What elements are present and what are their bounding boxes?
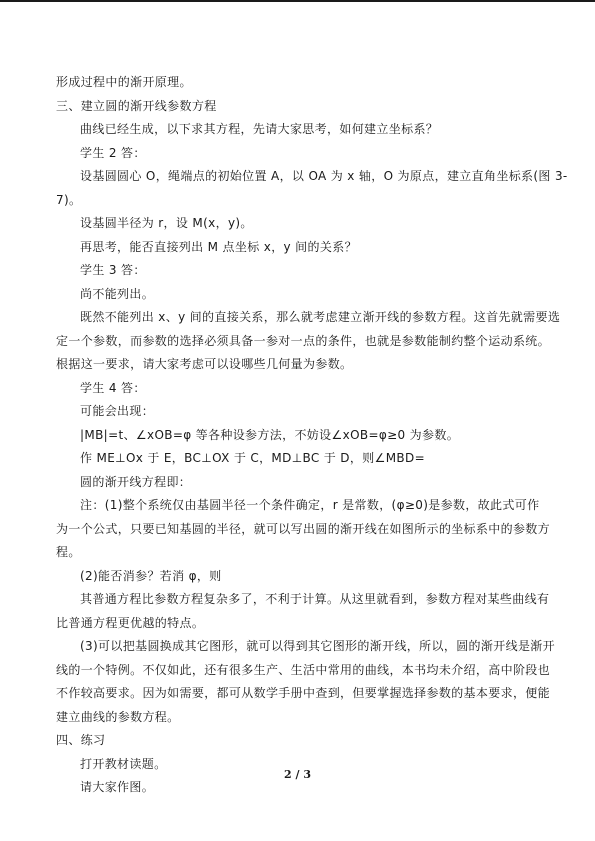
text-line: 根据这一要求，请大家考虑可以设哪些几何量为参数。: [56, 357, 353, 371]
text-line: 学生 2 答：: [80, 145, 146, 160]
text-line: 其普通方程比参数方程复杂多了，不利于计算。从这里就看到，参数方程对某些曲线有: [80, 592, 550, 606]
document-body: [56, 71, 568, 800]
text-line: 学生 4 答：: [80, 380, 146, 395]
text-line: 为一个公式，只要已知基圆的半径，就可以写出圆的渐开线在如图所示的坐标系中的参数方: [56, 521, 551, 536]
text-line: 7)。: [56, 192, 82, 207]
text-line: 既然不能列出 x、y 间的直接关系，那么就考虑建立渐开线的参数方程。这首先就需要选: [80, 310, 561, 324]
top-rule: [0, 0, 595, 2]
text-line: 曲线已经生成，以下求其方程，先请大家思考，如何建立坐标系？: [80, 122, 439, 136]
text-line: 线的一个特例。不仅如此，还有很多生产、生活中常用的曲线，本书均未介绍，高中阶段也: [56, 662, 551, 677]
text-line: 建立曲线的参数方程。: [56, 709, 180, 724]
text-line: (2)能否消参？若消 φ，则: [80, 568, 222, 583]
text-line: 设基圆圆心 O，绳端点的初始位置 A，以 OA 为 x 轴，O 为原点，建立直角坐标系(图 3-: [80, 169, 568, 183]
text-line: 定一个参数，而参数的选择必须具备一参对一点的条件，也就是参数能制约整个运动系统。: [56, 333, 551, 348]
text-line: 程。: [56, 545, 81, 559]
text-line: 形成过程中的渐开原理。: [56, 75, 192, 89]
text-line: 不作较高要求。因为如需要，都可从数学手册中查到，但要掌握选择参数的基本要求，便能: [56, 686, 551, 700]
text-line: 四、练习: [56, 733, 106, 747]
text-line: 学生 3 答：: [80, 263, 146, 277]
text-line: 圆的渐开线方程即：: [80, 474, 192, 489]
text-line: 再思考，能否直接列出 M 点坐标 x，y 间的关系？: [80, 239, 357, 254]
text-line: (3)可以把基圆换成其它图形，就可以得到其它图形的渐开线，所以，圆的渐开线是渐开: [80, 639, 556, 653]
text-line: 设基圆半径为 r，设 M(x，y)。: [80, 216, 253, 230]
page-number: 2 / 3: [284, 768, 311, 781]
text-line: 可能会出现：: [80, 404, 155, 418]
text-line: 作 ME⊥Ox 于 E，BC⊥OX 于 C，MD⊥BC 于 D，则∠MBD=: [80, 451, 425, 465]
text-line: 请大家作图。: [80, 780, 155, 794]
text-line: 三、建立圆的渐开线参数方程: [56, 98, 217, 113]
text-line: 注：(1)整个系统仅由基圆半径一个条件确定，r 是常数，(φ≥0)是参数，故此式可作: [80, 498, 540, 512]
text-line: 比普通方程更优越的特点。: [56, 615, 205, 630]
text-line: 尚不能列出。: [80, 286, 155, 301]
text-line: |MB|=t、∠xOB=φ 等各种设参方法，不妨设∠xOB=φ≥0 为参数。: [80, 427, 460, 442]
text-line: 打开教材读题。: [80, 756, 167, 771]
